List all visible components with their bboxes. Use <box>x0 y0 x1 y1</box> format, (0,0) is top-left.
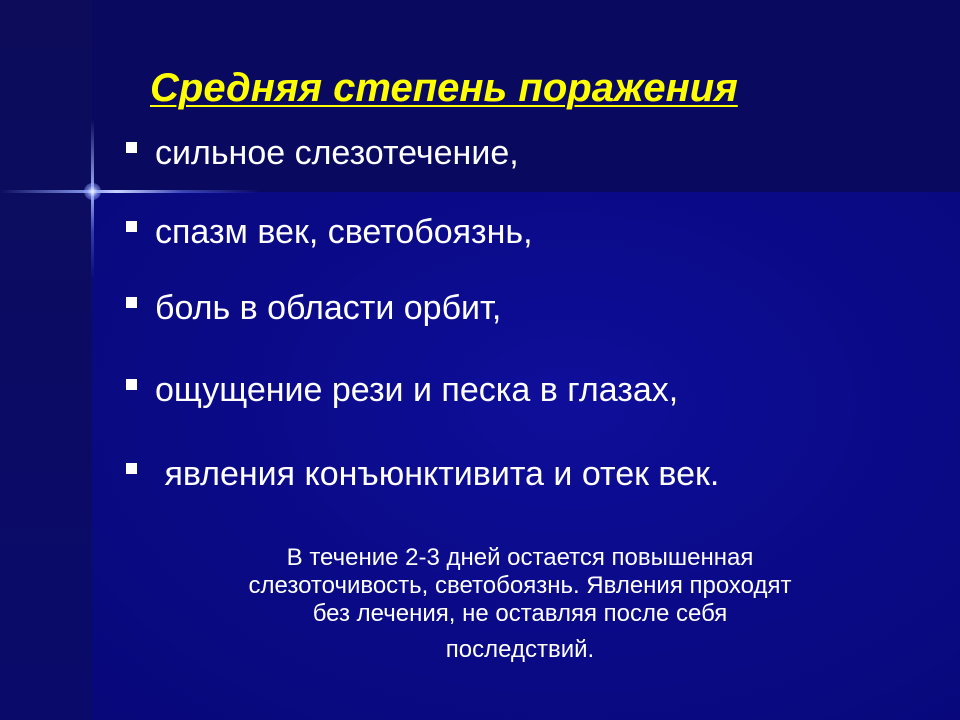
bullet-item <box>126 455 719 494</box>
sparkle-icon <box>84 183 101 200</box>
note-line: В течение 2-3 дней остается повышенная <box>286 544 754 571</box>
sparkle-vertical-line <box>91 120 94 280</box>
square-bullet-icon <box>126 297 137 308</box>
note-line: без лечения, не оставляя после себя <box>312 600 728 627</box>
bullet-text: спазм век, светобоязнь, <box>155 213 533 251</box>
square-bullet-icon <box>126 463 137 474</box>
bullet-item <box>126 289 501 328</box>
note-line: слезоточивость, светобоязнь. Явления проходят <box>248 572 792 599</box>
square-bullet-icon <box>126 221 137 232</box>
background-left-band <box>0 0 92 720</box>
square-bullet-icon <box>126 379 137 390</box>
bullet-text: явления конъюнктивита и отек век. <box>155 455 720 493</box>
bullet-text: сильное слезотечение, <box>155 134 519 172</box>
bullet-item <box>126 371 678 410</box>
bullet-item <box>126 134 519 173</box>
note-line: последствий. <box>445 636 595 663</box>
slide-title: Средняя степень поражения <box>150 66 738 110</box>
sparkle-horizontal-line <box>0 190 260 193</box>
bullet-item <box>126 213 533 252</box>
bullet-text: ощущение рези и песка в глазах, <box>155 371 679 409</box>
square-bullet-icon <box>126 142 137 153</box>
bullet-text: боль в области орбит, <box>155 289 502 327</box>
summary-note <box>150 544 890 664</box>
